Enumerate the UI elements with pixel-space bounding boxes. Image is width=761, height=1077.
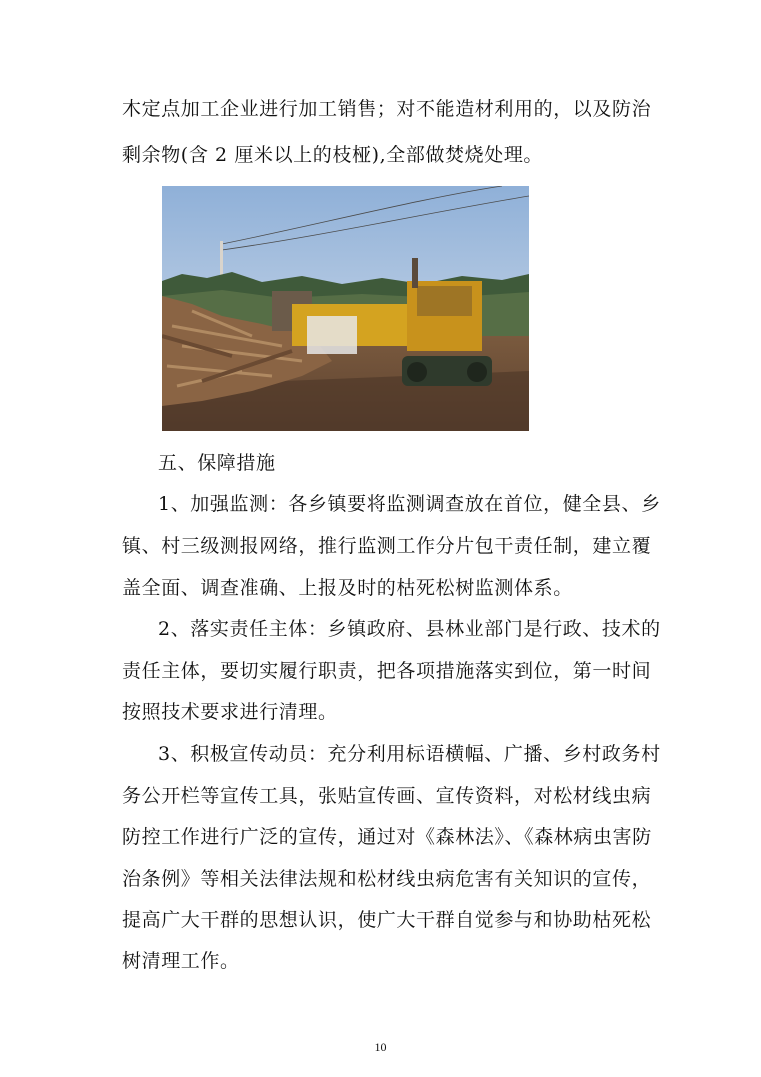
body-text-line: 按照技术要求进行清理。	[122, 701, 338, 723]
body-text-line: 镇、村三级测报网络，推行监测工作分片包干责任制，建立覆	[122, 535, 652, 557]
body-text-line: 1、加强监测：各乡镇要将监测调查放在首位，健全县、乡	[158, 493, 661, 515]
body-text-line: 3、积极宣传动员：充分利用标语横幅、广播、乡村政务村	[158, 743, 661, 765]
debris-clearing-photo	[162, 186, 529, 431]
page-number: 10	[374, 1040, 387, 1054]
section-heading: 五、保障措施	[158, 452, 276, 474]
body-text-line: 务公开栏等宣传工具，张贴宣传画、宣传资料，对松材线虫病	[122, 785, 652, 807]
body-text-line: 防控工作进行广泛的宣传，通过对《森林法》、《森林病虫害防	[122, 826, 652, 848]
body-text-line: 提高广大干群的思想认识，使广大干群自觉参与和协助枯死松	[122, 909, 652, 931]
body-text-line: 治条例》等相关法律法规和松材线虫病危害有关知识的宣传，	[122, 868, 652, 890]
body-text-line: 剩余物(含 2 厘米以上的枝桠),全部做焚烧处理。	[122, 144, 544, 166]
body-text-line: 树清理工作。	[122, 950, 240, 972]
body-text-line: 责任主体，要切实履行职责，把各项措施落实到位，第一时间	[122, 660, 652, 682]
body-text-line: 木定点加工企业进行加工销售；对不能造材利用的，以及防治	[122, 98, 652, 120]
body-text-line: 2、落实责任主体：乡镇政府、县林业部门是行政、技术的	[158, 618, 661, 640]
body-text-line: 盖全面、调查准确、上报及时的枯死松树监测体系。	[122, 577, 573, 599]
